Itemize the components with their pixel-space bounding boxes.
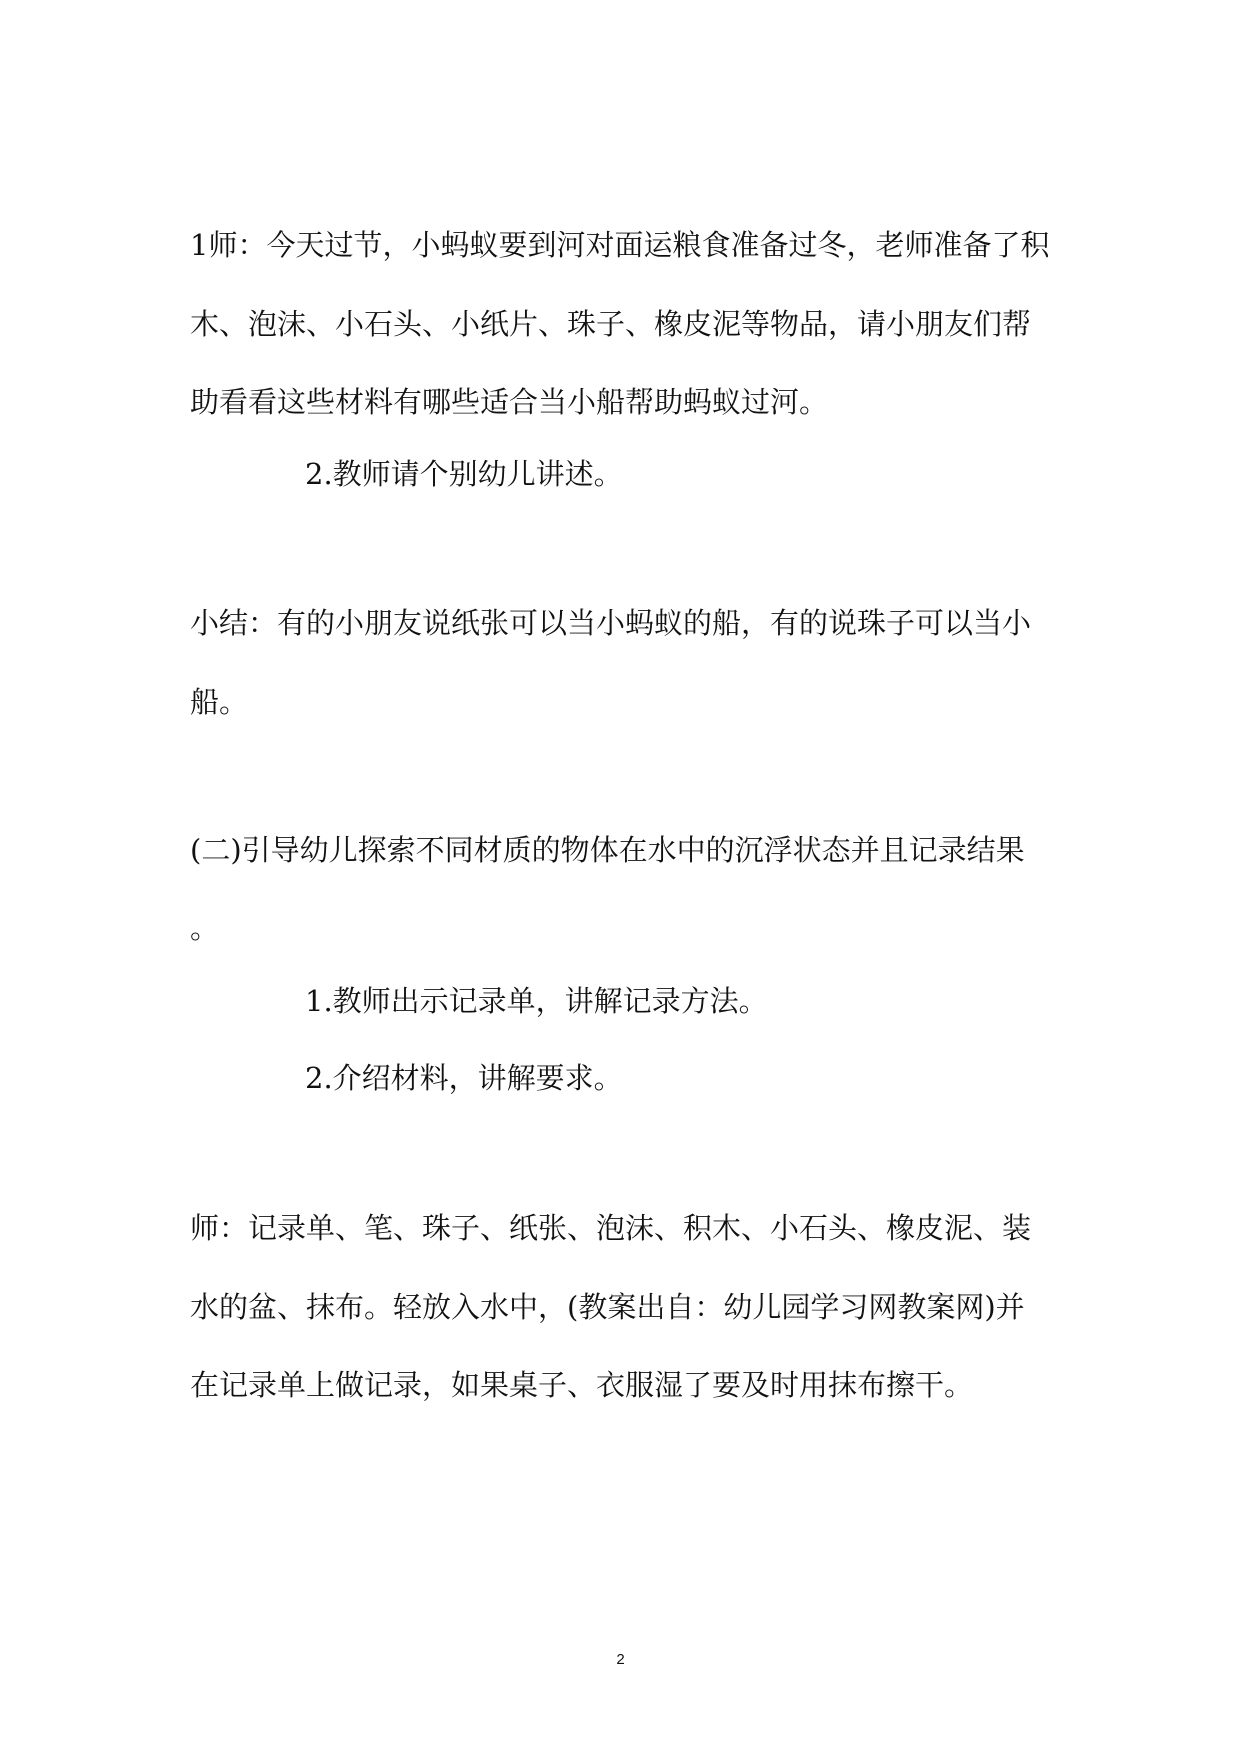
paragraph-line: 木、泡沫、小石头、小纸片、珠子、橡皮泥等物品，请小朋友们帮 [190, 307, 1032, 341]
paragraph-line: 水的盆、抹布。轻放入水中，(教案出自：幼儿园学习网教案网)并 [190, 1290, 1025, 1324]
section-heading-line: 。 [190, 911, 220, 945]
paragraph-line: 1师：今天过节，小蚂蚁要到河对面运粮食准备过冬，老师准备了积 [190, 228, 1050, 262]
paragraph-line: 小结：有的小朋友说纸张可以当小蚂蚁的船，有的说珠子可以当小 [190, 606, 1032, 640]
list-item-line: 2.介绍材料，讲解要求。 [305, 1061, 623, 1095]
paragraph-line: 助看看这些材料有哪些适合当小船帮助蚂蚁过河。 [190, 385, 829, 419]
paragraph-line: 船。 [190, 685, 249, 719]
paragraph-line: 师：记录单、笔、珠子、纸张、泡沫、积木、小石头、橡皮泥、装 [190, 1211, 1032, 1245]
paragraph-line: 在记录单上做记录，如果桌子、衣服湿了要及时用抹布擦干。 [190, 1368, 974, 1402]
list-item-line: 2.教师请个别幼儿讲述。 [305, 457, 623, 491]
page-number: 2 [616, 1651, 625, 1668]
section-heading-line: (二)引导幼儿探索不同材质的物体在水中的沉浮状态并且记录结果 [190, 833, 1025, 867]
list-item-line: 1.教师出示记录单，讲解记录方法。 [305, 984, 768, 1018]
